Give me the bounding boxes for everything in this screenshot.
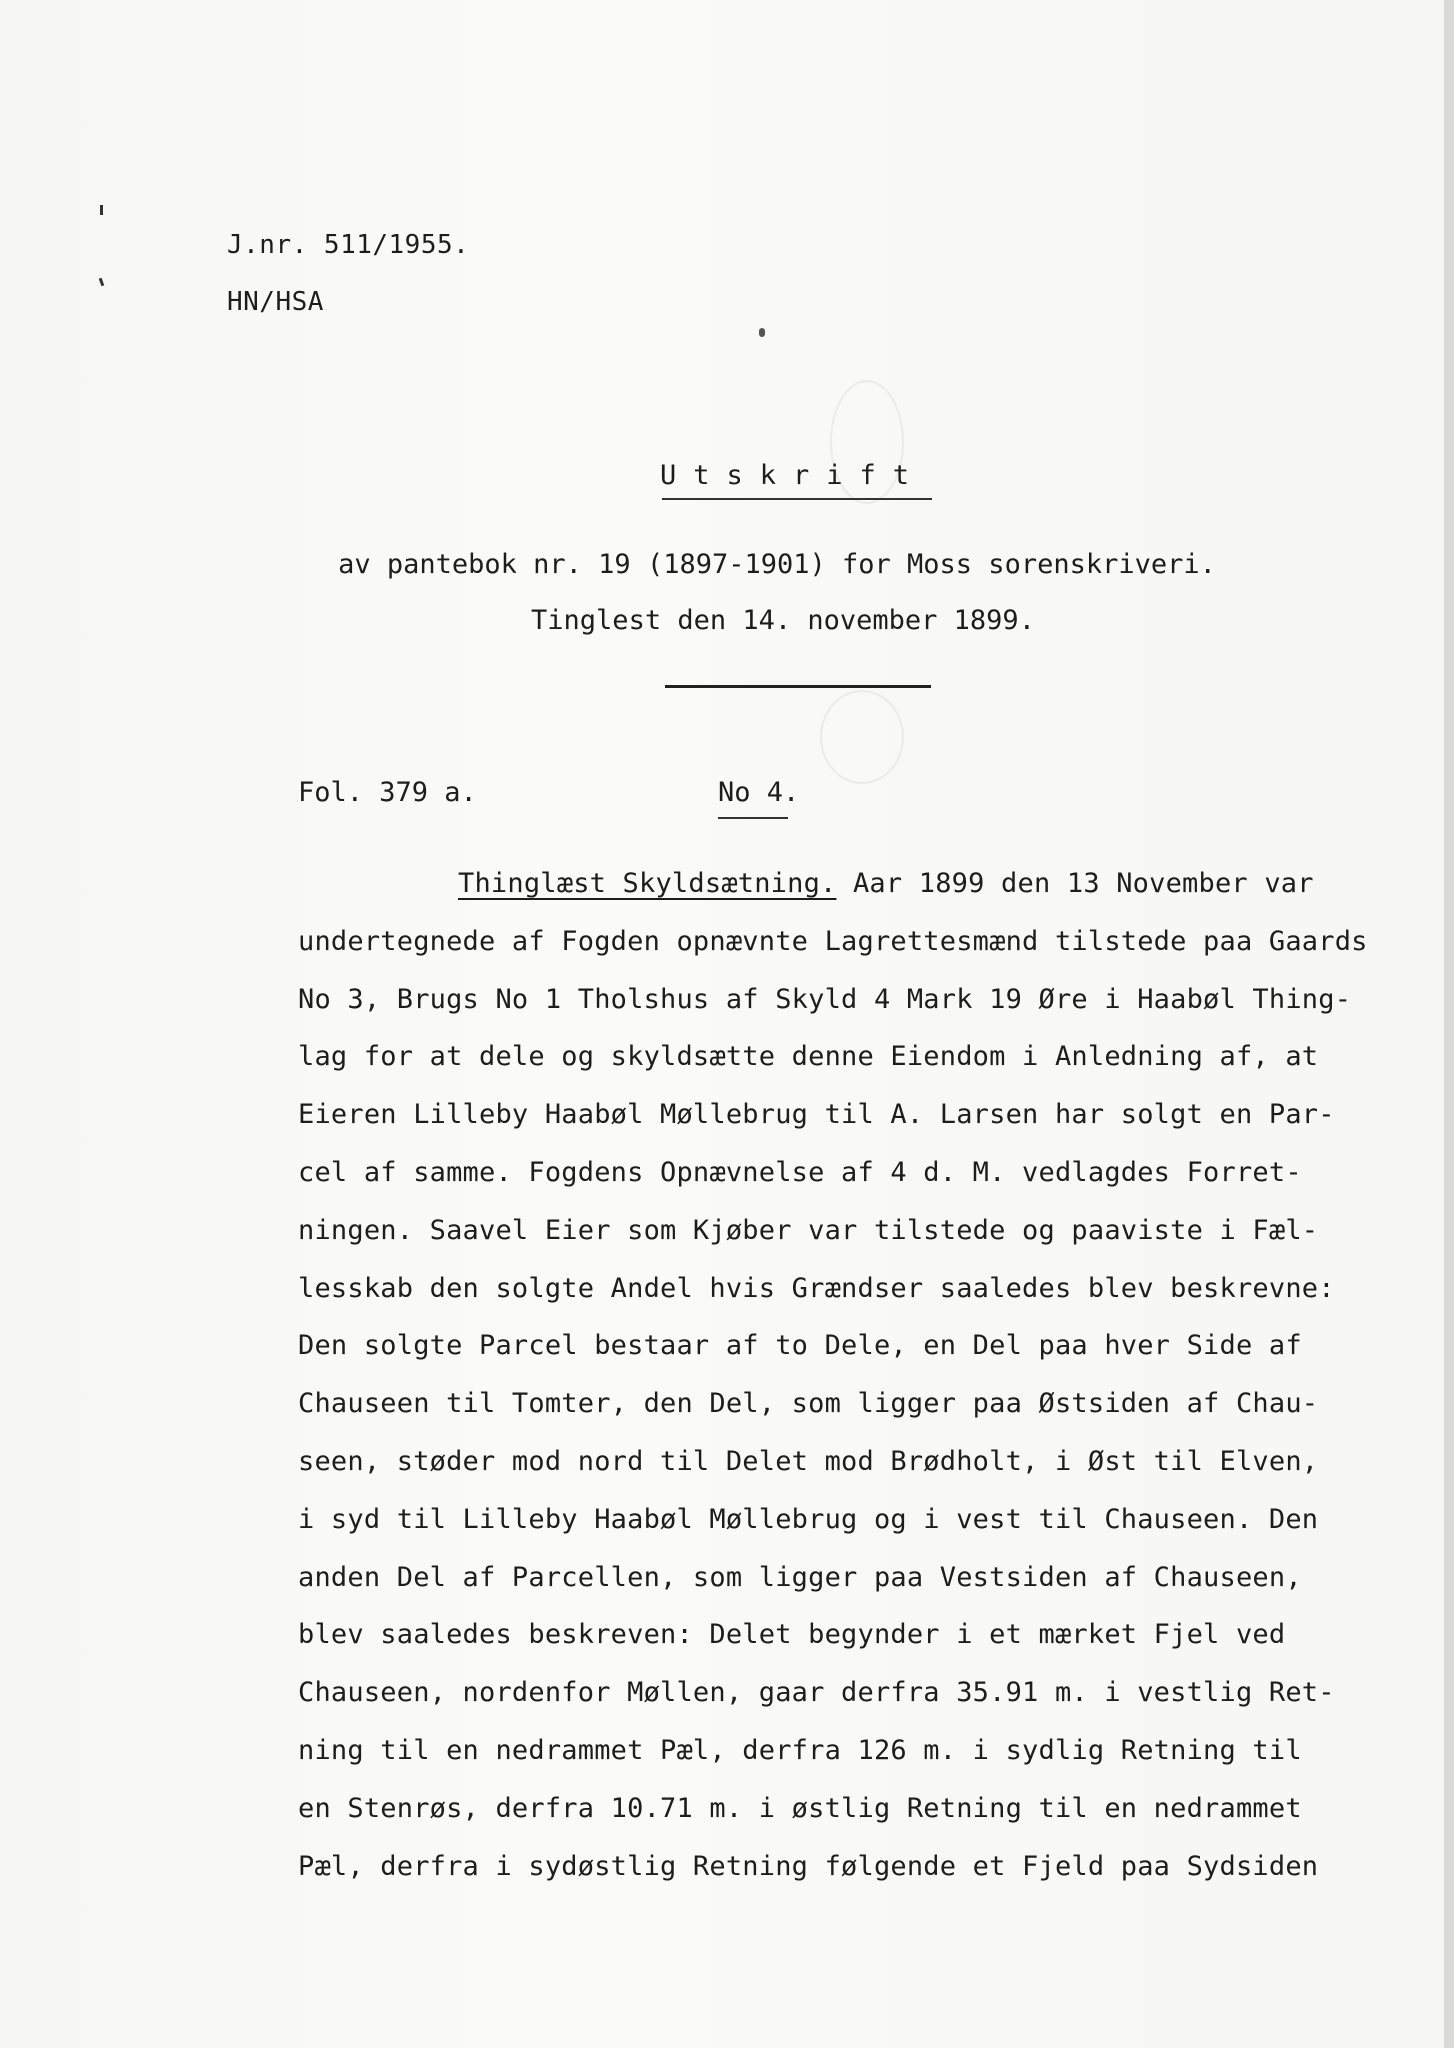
body-line: No 3, Brugs No 1 Tholshus af Skyld 4 Mark 19 Øre i Haabøl Thing- xyxy=(298,983,1352,1015)
body-line: i syd til Lilleby Haabøl Møllebrug og i vest til Chauseen. Den xyxy=(298,1503,1319,1535)
subtitle-line-1: av pantebok nr. 19 (1897-1901) for Moss sorenskriveri. xyxy=(338,549,1216,580)
body-line: anden Del af Parcellen, som ligger paa Vestsiden af Chauseen, xyxy=(298,1561,1302,1593)
body-line: Chauseen, nordenfor Møllen, gaar derfra 35.91 m. i vestlig Ret- xyxy=(298,1677,1335,1709)
document-title: Utskrift xyxy=(660,460,927,491)
body-line: Eieren Lilleby Haabøl Møllebrug til A. Larsen har solgt en Par- xyxy=(298,1099,1335,1131)
initials: HN/HSA xyxy=(227,287,324,317)
journal-number: J.nr. 511/1955. xyxy=(227,230,470,260)
body-line: Chauseen til Tomter, den Del, som ligger paa Østsiden af Chau- xyxy=(298,1388,1319,1420)
body-line: lesskab den solgte Andel hvis Grændser saaledes blev beskrevne: xyxy=(298,1272,1335,1304)
body-line: undertegnede af Fogden opnævnte Lagrettesmænd tilstede paa Gaards xyxy=(298,925,1368,957)
entry-number: No 4. xyxy=(718,777,800,808)
section-heading: Thinglæst Skyldsætning. xyxy=(458,868,837,899)
margin-mark xyxy=(99,278,105,287)
title-underline xyxy=(662,498,932,500)
page-edge xyxy=(1444,0,1454,2048)
faint-stamp-mark xyxy=(820,690,904,784)
body-line xyxy=(298,855,1438,913)
body-line: blev saaledes beskreven: Delet begynder i et mærket Fjel ved xyxy=(298,1619,1286,1651)
body-line: Den solgte Parcel bestaar af to Dele, en Del paa hver Side af xyxy=(298,1330,1302,1362)
subtitle-line-2: Tinglest den 14. november 1899. xyxy=(531,605,1035,636)
section-divider xyxy=(665,685,931,688)
entry-number-underline xyxy=(718,817,788,819)
margin-mark xyxy=(100,205,103,215)
body-text xyxy=(298,855,1438,1895)
body-line: ningen. Saavel Eier som Kjøber var tilstede og paaviste i Fæl- xyxy=(298,1214,1319,1246)
body-line: en Stenrøs, derfra 10.71 m. i østlig Retning til en nedrammet xyxy=(298,1792,1302,1824)
folio-reference: Fol. 379 a. xyxy=(298,777,477,808)
body-line: Pæl, derfra i sydøstlig Retning følgende et Fjeld paa Sydsiden xyxy=(298,1850,1319,1882)
body-line-text: Aar 1899 den 13 November var xyxy=(836,868,1314,899)
body-line: ning til en nedrammet Pæl, derfra 126 m. i sydlig Retning til xyxy=(298,1734,1302,1766)
body-line: seen, støder mod nord til Delet mod Brødholt, i Øst til Elven, xyxy=(298,1445,1319,1477)
ink-dot xyxy=(759,328,765,337)
body-line: cel af samme. Fogdens Opnævnelse af 4 d. M. vedlagdes Forret- xyxy=(298,1156,1302,1188)
body-line: lag for at dele og skyldsætte denne Eiendom i Anledning af, at xyxy=(298,1041,1319,1073)
